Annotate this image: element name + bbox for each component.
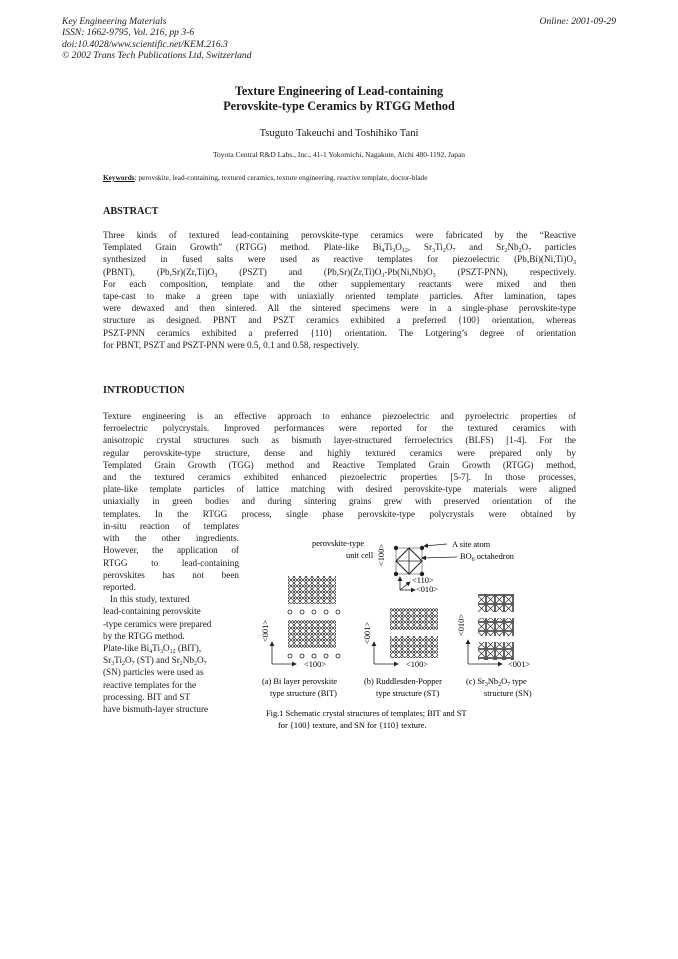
dir-110: <110> [412, 576, 434, 585]
introduction-heading: INTRODUCTION [103, 385, 185, 396]
keywords-text: : perovskite, lead-containing, textured ceramics, texture engineering, reactive template, doctor-blade [134, 173, 428, 182]
sn-structure [478, 594, 514, 660]
figure-caption-line1: Fig.1 Schematic crystal structures of templates; BIT and ST [266, 709, 467, 718]
abstract-heading: ABSTRACT [103, 206, 159, 217]
st-axis-001: <001> [363, 621, 372, 644]
affiliation: Toyota Central R&D Labs., Inc., 41-1 Yokomichi, Nagakute, Aichi 480-1192, Japan [212, 150, 466, 159]
a-site-label: A site atom [452, 540, 491, 549]
journal-name: Key Engineering Materials [62, 16, 167, 27]
dir-010: <010> [416, 585, 439, 594]
paper-title [0, 84, 678, 114]
figure-caption-line2: for {100} texture, and SN for {110} texture. [278, 721, 427, 730]
label-b-line2: type structure (ST) [376, 689, 440, 698]
copyright: © 2002 Trans Tech Publications Ltd, Switzerland [62, 49, 252, 61]
bit-axis-001: <001> [261, 619, 270, 642]
introduction-body: Texture engineering is an effective approach to enhance piezoelectric and pyroelectric properties of ferroelectric polycrystals. Improved performances were reported for the textured ceramics with anisotropic crystal structures such as bismuth layer-structured ferroelectrics (BLFS) [1-4]. For the regular perovskite-type structure, dense and highly textured ceramics were prepared only by Templated Grain Growth (TGG) method and Reactive Templated Grain Growth (RTGG) method, and the textured ceramics exhibited enhanced piezoelectric properties [5-7]. In those processes, plate-like template particles of lattice matching with desired perovskite-type materials were aligned uniaxially in green bodies and during sintering grains grew with preserved orientation of the templates. In the RTGG process, single phase perovskite-type polycrystals were obtained by [103, 411, 576, 519]
introduction-column: in-situ reaction of templates with the other ingredients. However, the application of RTGG to lead-containing perovskites has not been reported. In this study, textured lead-containing perovskite -type ceramics were prepared by the RTGG method. Plate-like $Bi_4Ti_3O_{12}$ (BIT), $Sr_3Ti_2O_7$ (ST) and $Sr_2Nb_2O_7$ (SN) particles were used as reactive templates for the processing. BIT and ST have bismuth-layer structure [103, 521, 239, 715]
issn: ISSN: 1662-9795, Vol. 216, pp 3-6 [62, 27, 195, 39]
unit-cell-icon [394, 546, 424, 576]
bit-axis-100: <100> [304, 660, 327, 669]
doi: doi:10.4028/www.scientific.net/KEM.216.3 [62, 38, 228, 50]
authors: Tsuguto Takeuchi and Toshihiko Tani [259, 128, 419, 139]
journal-header [62, 16, 382, 61]
online-date: Online: 2001-09-29 [539, 16, 616, 27]
crystal-structure-figure [252, 532, 582, 742]
keywords [103, 173, 583, 182]
sn-axis-010: <010> [457, 613, 466, 636]
bit-structure [288, 576, 340, 658]
dir-100-vertical: <100> [377, 543, 386, 566]
st-structure [390, 608, 438, 658]
label-a-line2: type structure (BIT) [270, 689, 337, 698]
label-c-line2: structure (SN) [484, 689, 532, 698]
label-b-line1: (b) Ruddlesden-Popper [364, 677, 442, 686]
sn-axis-001: <001> [508, 660, 531, 669]
unit-cell-label: unit cell [346, 551, 374, 560]
abstract-body: Three kinds of textured lead-containing perovskite-type ceramics were fabricated by the “Reactive Templated Grain Growth” (RTGG) method. Plate-like $Bi_4Ti_3O_{12}$, $Sr_3Ti_2O_7$ and $Sr_2Nb_2O_7$ particles synthesized in fused salts were used as reactive templates for piezoelectric $(Pb,Bi)(Ni,Ti)O_3$ (PBNT), $(Pb,Sr)(Zr,Ti)O_3$ (PSZT) and $(Pb,Sr)(Zr,Ti)O_3-Pb(Ni,Nb)O_3$ (PSZT-PNN), respectively. For each composition, template and the other supplementary reactants were mixed and then tape-cast to make a green tape with uniaxially oriented template particles. After lamination, tapes were dewaxed and then sintered. All the sintered specimens were in a single-phase perovskite-type structure as designed. PBNT and PSZT ceramics exhibited a preferred {100} orientation, whereas PSZT-PNN ceramics exhibited a preferred {110} orientation. The Lotgering’s degree of orientation for PBNT, PSZT and PSZT-PNN were 0.5, 0.1 and 0.58, respectively. [103, 230, 577, 350]
bo6-label: $BO_6$ octahedron [460, 552, 514, 563]
st-axis-100: <100> [406, 660, 429, 669]
label-c-line1: (c) $Sr_3Nb_2O_7$ type [466, 677, 527, 688]
label-a-line1: (a) Bi layer perovskite [262, 677, 338, 686]
perovskite-label: perovskite-type [312, 539, 365, 548]
title-line-1: Texture Engineering of Lead-containing [234, 84, 444, 98]
keywords-label: Keywords [103, 173, 135, 182]
title-line-2: Perovskite-type Ceramics by RTGG Method [223, 99, 455, 113]
